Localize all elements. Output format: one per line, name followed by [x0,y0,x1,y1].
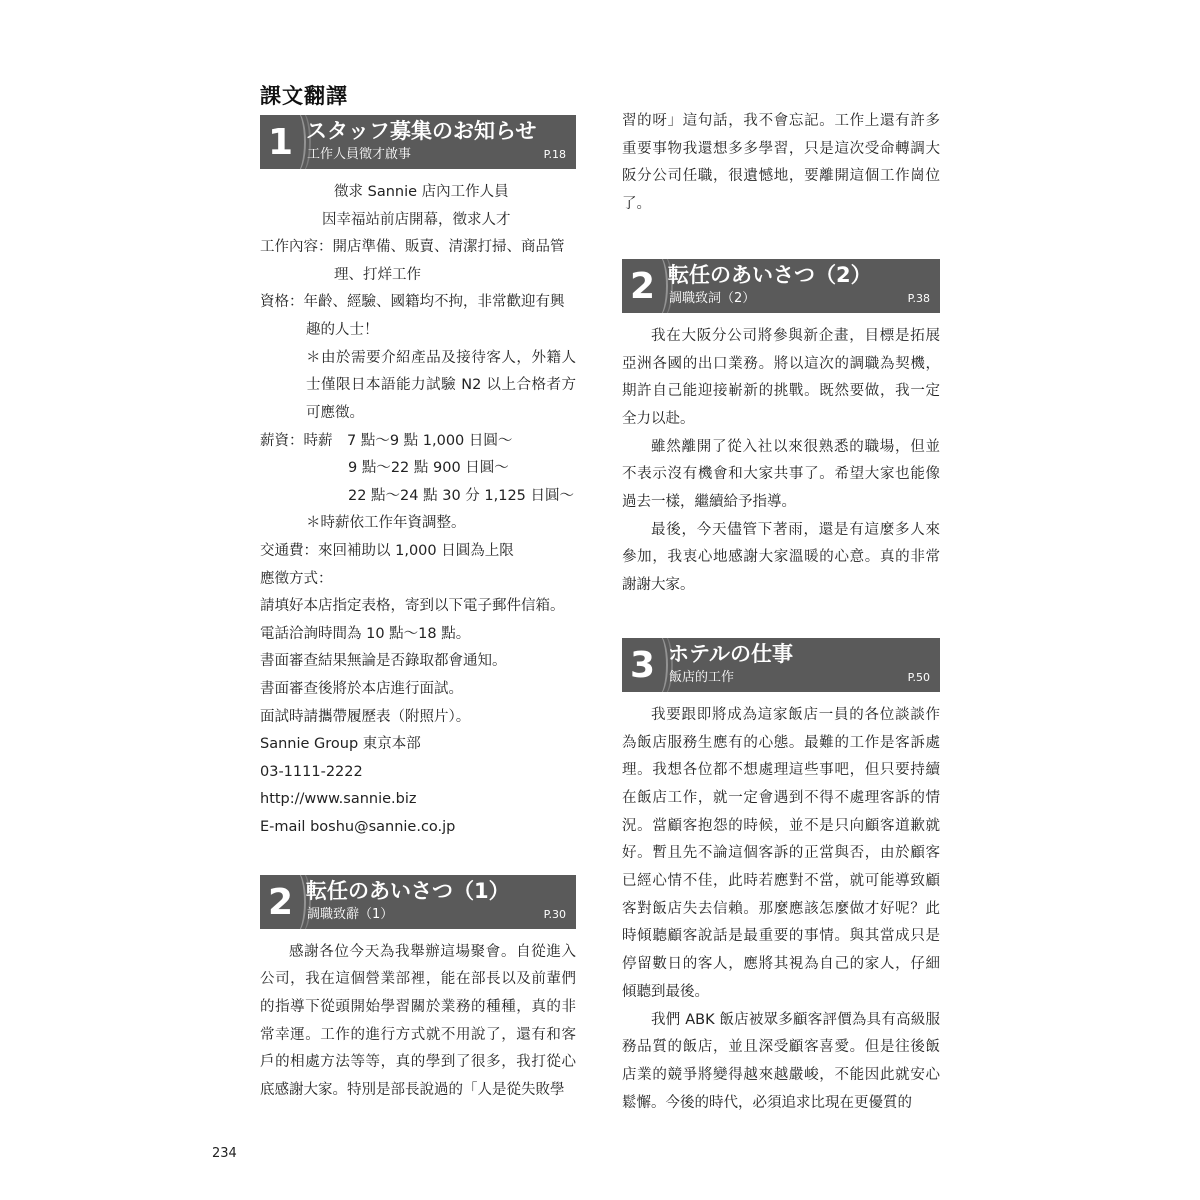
pay-line: 薪資：時薪 7 點～9 點 1,000 日圓～ [260,432,513,449]
section-banner-3 [622,638,940,692]
page-number: 234 [212,1146,237,1161]
section-number: 3 [630,644,656,686]
paragraph-continued: 習的呀」這句話，我不會忘記。工作上還有許多重要事物我還想多多學習，只是這次受命轉調大阪分公司任職，很遺憾地，要離開這個工作崗位了。 [622,113,940,213]
apply-heading: 應徵方式： [260,570,333,587]
email-address: E-mail boshu@sannie.co.jp [260,818,456,835]
paragraph: 我們 ABK 飯店被眾多顧客評價為具有高級服務品質的飯店，並且深受顧客喜愛。但是往後飯店業的競爭將變得越來越嚴峻，不能因此就安心鬆懈。今後的時代，必須追求比現在更優質的 [622,1011,940,1111]
transport-line: 交通費：來回補助以 1,000 日圓為上限 [260,543,514,560]
apply-line: 請填好本店指定表格，寄到以下電子郵件信箱。 [260,598,565,615]
apply-line: 面試時請攜帶履歷表（附照片）。 [260,708,471,725]
apply-line: 書面審查後將於本店進行面試。 [260,681,463,698]
recruit-subtitle: 因幸福站前店開幕，徵求人才 [322,211,511,228]
company-name: Sannie Group 東京本部 [260,736,421,753]
section-title-zh: 調職致詞（2） [669,290,756,306]
foreign-note-text: ＊由於需要介紹產品及接待客人，外籍人士僅限日本語能力試驗 N2 以上合格者方可應徵。 [306,349,576,421]
section-title-zh: 工作人員徵才啟事 [307,147,412,162]
paragraph: 我在大阪分公司將參與新企畫，目標是拓展亞洲各國的出口業務。將以這次的調職為契機，期許自己能迎接嶄新的挑戰。既然要做，我一定全力以赴。 [622,327,940,427]
foreign-note [260,345,576,428]
apply-line: 書面審查結果無論是否錄取都會通知。 [260,653,507,670]
duty-line: 工作內容：開店準備、販賣、清潔打掃、商品管 [260,239,565,256]
recruit-title: 徵求 Sannie 店內工作人員 [334,184,509,200]
section-banner-1 [260,115,576,169]
section-number: 2 [268,881,294,923]
paragraph: 最後，今天儘管下著雨，還是有這麼多人來參加，我衷心地感謝大家溫暖的心意。真的非常謝謝大家。 [622,521,940,594]
section-3-body [622,702,940,1118]
qualification-line: 趣的人士！ [306,321,379,338]
pay-line: 9 點～22 點 900 日圓～ [348,460,509,477]
paragraph: 我要跟即將成為這家飯店一員的各位談談作為飯店服務生應有的心態。最難的工作是客訴處理。我想各位都不想處理這些事吧，但只要持續在飯店工作，就一定會遇到不得不處理客訴的情況。當顧客抱怨的時候，並不是只向顧客道歉就好。暫且先不論這個客訴的正當與否，由於顧客已經心情不佳，此時若應對不當，就可能導致顧客對飯店失去信賴。那麼應該怎麼做才好呢？此時傾聽顧客說話是最重要的事情。與其當成只是停留數日的客人，應將其視為自己的家人，仔細傾聽到最後。 [622,706,940,1000]
apply-line: 電話洽詢時間為 10 點～18 點。 [260,625,471,642]
pay-note: ＊時薪依工作年資調整。 [306,515,466,532]
section-title-jp: 転任のあいさつ（2） [668,262,872,287]
section-page-ref: P.50 [907,670,930,684]
section-title-jp: ホテルの仕事 [668,641,793,666]
recruit-notice [260,179,576,842]
section-title-jp: 転任のあいさつ（1） [306,878,510,903]
website-url: http://www.sannie.biz [260,791,417,808]
section-page-ref: P.38 [907,291,930,305]
page-title: 課文翻譯 [260,84,348,108]
section-2b-body [622,323,940,600]
section-2a-body [260,939,576,1105]
duty-line: 理、打烊工作 [334,266,421,283]
section-banner-2a [260,875,576,929]
paragraph: 感謝各位今天為我舉辦這場聚會。自從進入公司，我在這個營業部裡，能在部長以及前輩們的指導下從頭開始學習關於業務的種種，真的非常幸運。工作的進行方式就不用說了，還有和客戶的相處方法等等，真的學到了很多，我打從心底感謝大家。特別是部長說過的「人是從失敗學 [260,943,576,1099]
right-column [622,108,940,1117]
phone-number: 03-1111-2222 [260,763,363,780]
pay-line: 22 點～24 點 30 分 1,125 日圓～ [348,487,575,504]
section-title-jp: スタッフ募集のお知らせ [306,119,537,143]
qualification-line: 資格：年齡、經驗、國籍均不拘，非常歡迎有興 [260,294,565,311]
section-page-ref: P.18 [543,148,566,161]
section-number: 1 [268,122,294,163]
section-banner-2b [622,259,940,313]
paragraph: 雖然離開了從入社以來很熟悉的職場，但並不表示沒有機會和大家共事了。希望大家也能像過去一樣，繼續給予指導。 [622,438,940,511]
left-column [260,115,576,1105]
section-number: 2 [630,265,656,307]
section-title-zh: 飯店的工作 [669,669,735,685]
section-page-ref: P.30 [543,907,566,921]
section-title-zh: 調職致辭（1） [307,906,394,922]
